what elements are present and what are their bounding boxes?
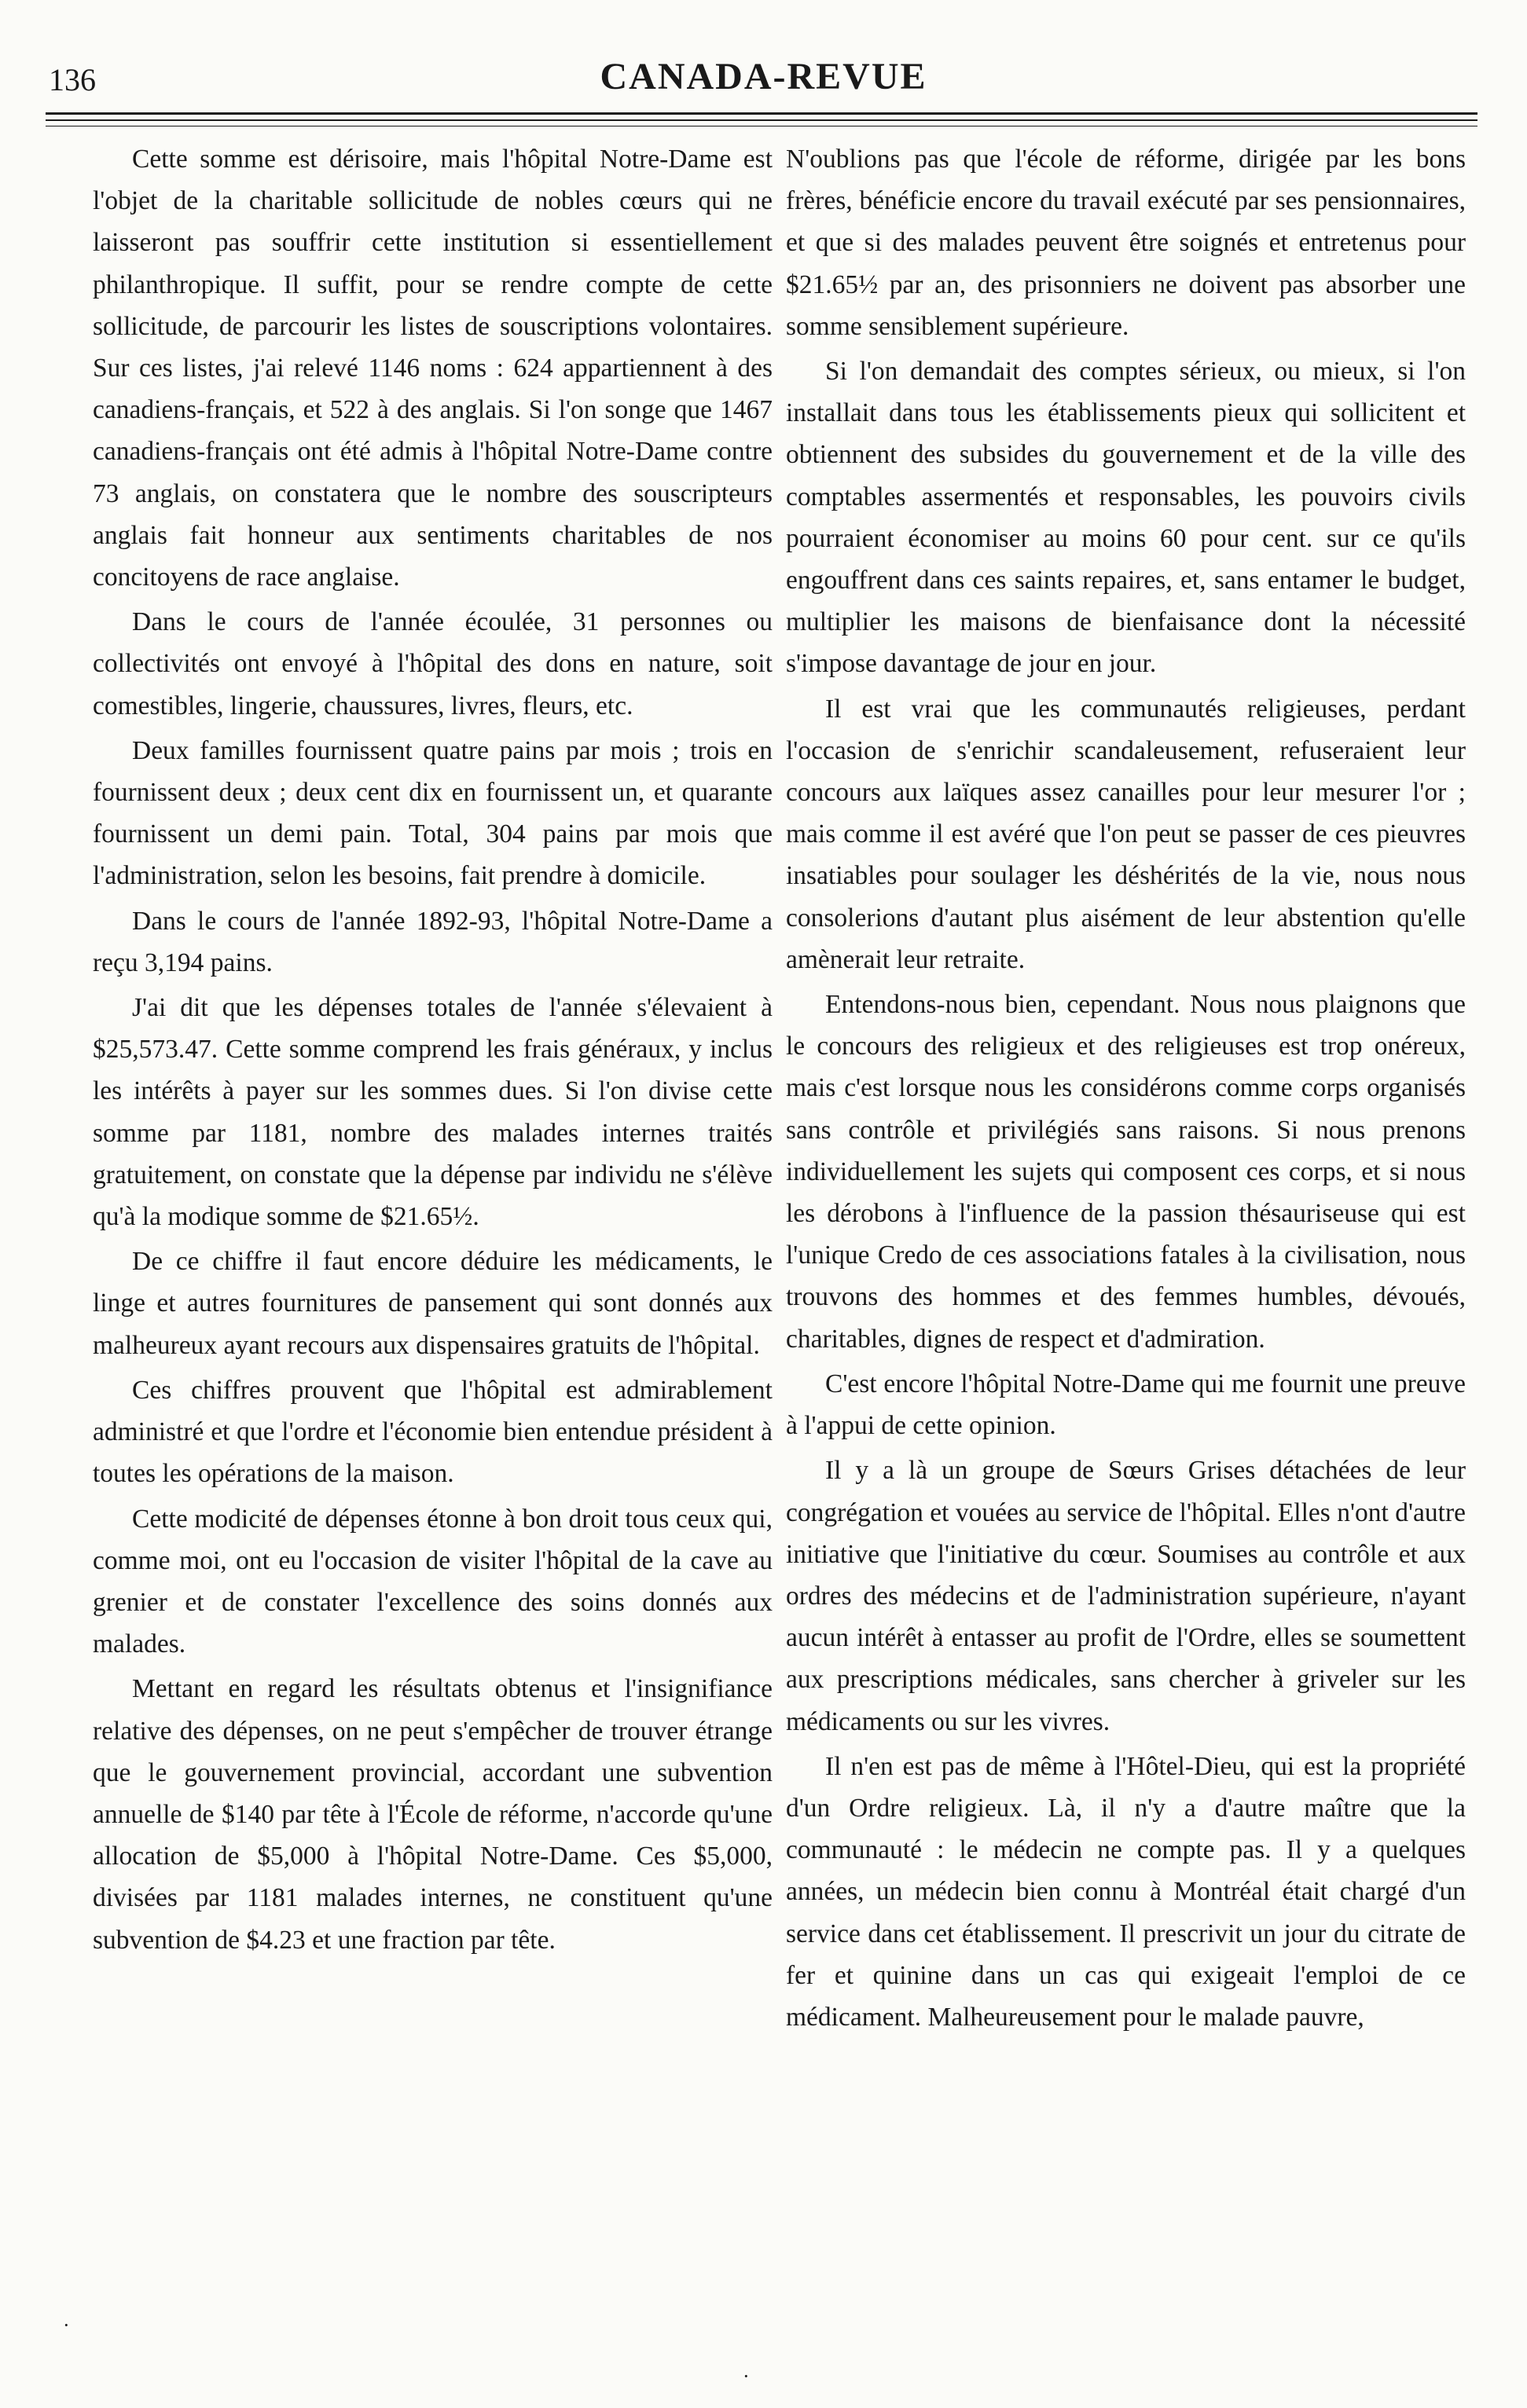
paragraph: J'ai dit que les dépenses totales de l'année s'élevaient à $25,573.47. Cette somme comprend les frais généraux, y inclus les intérêts à payer sur les sommes dues. Si l'on divise cette somme par 1181, nombre des malades internes traités gratuitement, on constate que la dépense par individu ne s'élève qu'à la modique somme de $21.65½. [93, 993, 773, 1232]
paragraph: Ces chiffres prouvent que l'hôpital est admirablement administré et que l'ordre et l'économie bien entendue président à toutes les opérations de la maison. [93, 1375, 773, 1489]
paragraph: Deux familles fournissent quatre pains par mois ; trois en fournissent deux ; deux cent dix en fournissent un, et quarante fournissent un demi pain. Total, 304 pains par mois que l'administration, selon les besoins, fait prendre à domicile. [93, 735, 773, 891]
page-number: 136 [49, 62, 96, 97]
journal-title: CANADA-REVUE [600, 56, 927, 97]
left-column [93, 138, 773, 1961]
paragraph: Dans le cours de l'année 1892-93, l'hôpital Notre-Dame a reçu 3,194 pains. [93, 906, 773, 977]
paragraph: C'est encore l'hôpital Notre-Dame qui me fournit une preuve à l'appui de cette opinion. [786, 1369, 1466, 1441]
margin-ink-mark: · [743, 2365, 750, 2388]
paragraph: De ce chiffre il faut encore déduire les médicaments, le linge et autres fournitures de pansement qui sont donnés aux malheureux ayant recours aux dispensaires gratuits de l'hôpital. [93, 1247, 773, 1360]
header-rule-middle [46, 119, 1477, 121]
right-column [786, 138, 1466, 2038]
paragraph: Mettant en regard les résultats obtenus et l'insignifiance relative des dépenses, on ne peut s'empêcher de trouver étrange que le gouvernement provincial, accordant une subvention annuelle de $140 par tête à l'École de réforme, n'accorde qu'une allocation de $5,000 à l'hôpital Notre-Dame. Ces $5,000, divisées par 1181 malades internes, ne constituent qu'une subvention de $4.23 et une fraction par tête. [93, 1674, 773, 1955]
paragraph: Il y a là un groupe de Sœurs Grises détachées de leur congrégation et vouées au service de l'hôpital. Elles n'ont d'autre initiative que l'initiative du cœur. Soumises au contrôle et aux ordres des médecins et de l'administration supérieure, n'ayant aucun intérêt à entasser au profit de l'Ordre, elles se soumettent aux prescriptions médicales, sans chercher à griveler sur les médicaments ou sur les vivres. [786, 1456, 1466, 1736]
header-rule-top [46, 112, 1477, 115]
paragraph: Il n'en est pas de même à l'Hôtel-Dieu, qui est la propriété d'un Ordre religieux. Là, il n'y a d'autre maître que la communauté : le médecin ne compte pas. Il y a quelques années, un médecin bien connu à Montréal était chargé d'un service dans cet établissement. Il prescrivit un jour du citrate de fer et quinine dans un cas qui exigeait l'emploi de ce médicament. Malheureusement pour le malade pauvre, [786, 1751, 1466, 2032]
paragraph: Dans le cours de l'année écoulée, 31 personnes ou collectivités ont envoyé à l'hôpital des dons en nature, soit comestibles, lingerie, chaussures, livres, fleurs, etc. [93, 607, 773, 720]
paragraph: Il est vrai que les communautés religieuses, perdant l'occasion de s'enrichir scandaleusement, refuseraient leur concours aux laïques assez canailles pour leur mesurer l'or ; mais comme il est avéré que l'on peut se passer de ces pieuvres insatiables pour soulager les déshérités de la vie, nous nous consolerions d'autant plus aisément de leur abstention qu'elle amènerait leur retraite. [786, 694, 1466, 974]
paragraph: Cette modicité de dépenses étonne à bon droit tous ceux qui, comme moi, ont eu l'occasion de visiter l'hôpital de la cave au grenier et de constater l'excellence des soins donnés aux malades. [93, 1504, 773, 1659]
paragraph: Entendons-nous bien, cependant. Nous nous plaignons que le concours des religieux et des religieuses est trop onéreux, mais c'est lorsque nous les considérons comme corps organisés sans contrôle et privilégiés sans raisons. Si nous prenons individuellement les sujets qui composent ces corps, et si nous les dérobons à l'influence de la passion thésauriseuse qui est l'unique Credo de ces associations fatales à la civilisation, nous trouvons des hommes et des femmes humbles, dévoués, charitables, dignes de respect et d'admiration. [786, 990, 1466, 1354]
paragraph: N'oublions pas que l'école de réforme, dirigée par les bons frères, bénéficie encore du travail exécuté par ses pensionnaires, et que si des malades peuvent être soignés et entretenus pour $21.65½ par an, des prisonniers ne doivent pas absorber une somme sensiblement supérieure. [786, 145, 1466, 341]
margin-ink-mark: · [63, 2314, 70, 2337]
paragraph: Si l'on demandait des comptes sérieux, ou mieux, si l'on installait dans tous les établissements pieux qui sollicitent et obtiennent des subsides du gouvernement et de la ville des comptables assermentés et responsables, les pouvoirs civils pourraient économiser au moins 60 pour cent. sur ce qu'ils engouffrent dans ces saints repaires, et, sans entamer le budget, multiplier les maisons de bienfaisance dont la nécessité s'impose davantage de jour en jour. [786, 357, 1466, 679]
paragraph: Cette somme est dérisoire, mais l'hôpital Notre-Dame est l'objet de la charitable sollicitude de nobles cœurs qui ne laisseront pas souffrir cette institution si essentiellement philanthropique. Il suffit, pour se rendre compte de cette sollicitude, de parcourir les listes de souscriptions volontaires. Sur ces listes, j'ai relevé 1146 noms : 624 appartiennent à des canadiens-français, et 522 à des anglais. Si l'on songe que 1467 canadiens-français ont été admis à l'hôpital Notre-Dame contre 73 anglais, on constatera que le nombre des souscripteurs anglais fait honneur aux sentiments charitables de nos concitoyens de race anglaise. [93, 145, 773, 592]
